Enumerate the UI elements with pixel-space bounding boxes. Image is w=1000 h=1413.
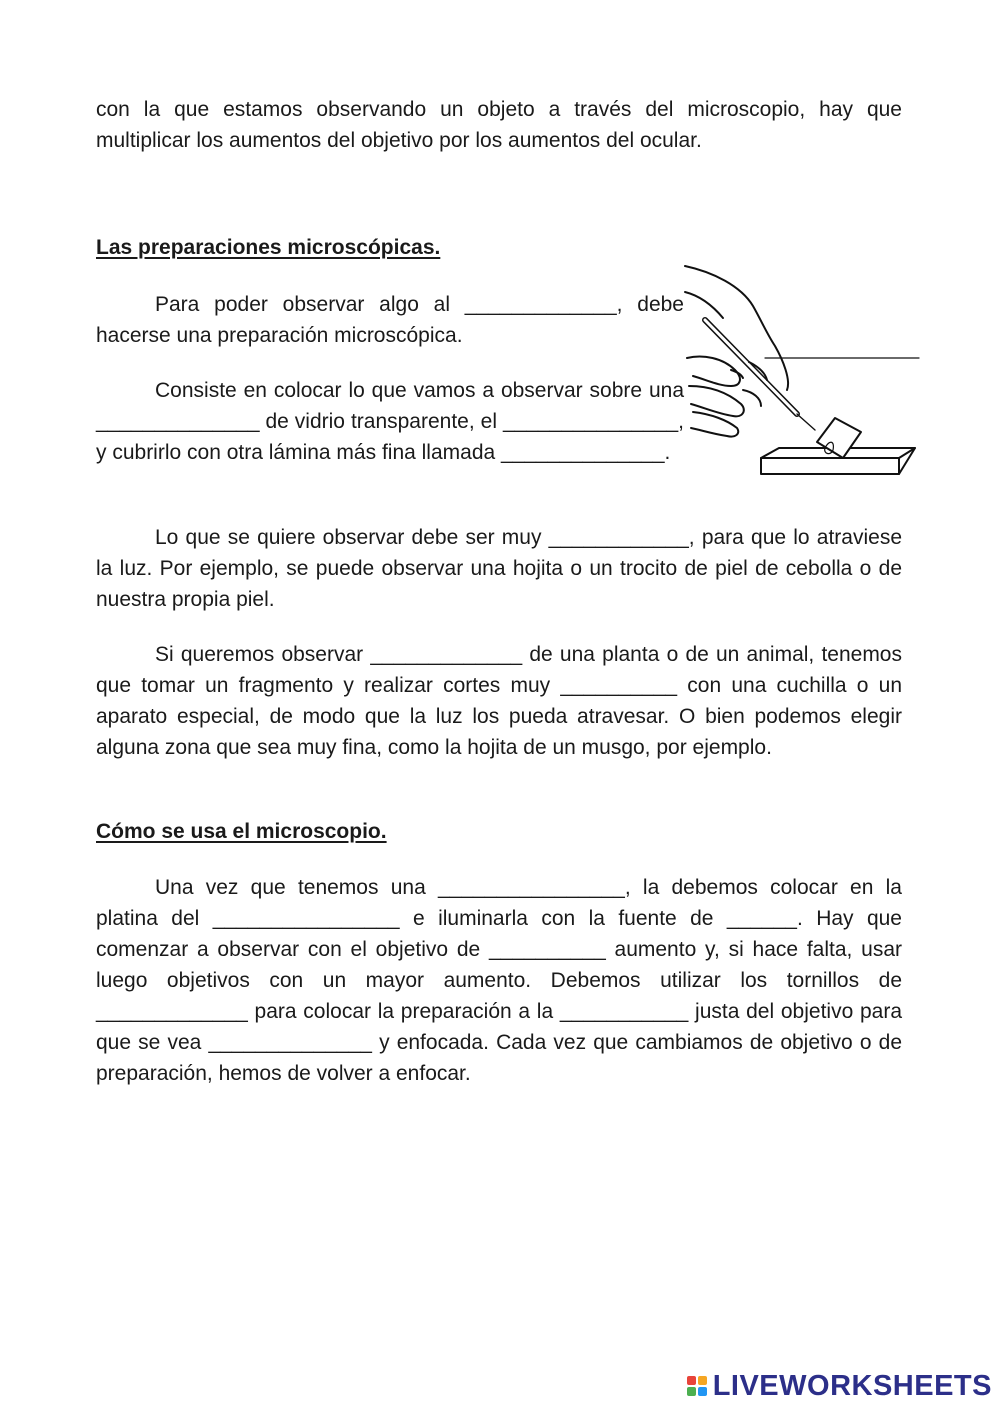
- liveworksheets-logo-text: LIVEWORKSHEETS: [712, 1369, 992, 1402]
- paragraph-preparation-steps: Consiste en colocar lo que vamos a observar sobre una ______________ de vidrio transparente, el _______________, y cubrirlo con otra lámina más fina llamada ______________.: [96, 379, 684, 464]
- liveworksheets-logo-mark: [687, 1376, 707, 1396]
- section-heading-microscope-use: Cómo se usa el microscopio.: [96, 820, 387, 843]
- intro-paragraph: con la que estamos observando un objeto a través del microscopio, hay que multiplicar los aumentos del objetivo por los aumentos del ocular.: [96, 98, 902, 152]
- hand-placing-coverslip-icon: [683, 262, 923, 492]
- paragraph-cuts: Si queremos observar _____________ de una planta o de un animal, tenemos que tomar un fragmento y realizar cortes muy __________ con una cuchilla o un aparato especial, de modo que la luz los pueda atravesar. O bien podemos elegir alguna zona que sea muy fina, como la hojita de un musgo, por ejemplo.: [96, 643, 902, 759]
- logo-mark-tile-i: [698, 1376, 707, 1385]
- liveworksheets-logo: [687, 1369, 992, 1403]
- logo-mark-tile-l: [687, 1376, 696, 1385]
- paragraph-microscope-use: Una vez que tenemos una ________________, la debemos colocar en la platina del ________________ e iluminarla con la fuente de ______. Hay que comenzar a observar con el objetivo de __________ aumento y, si hace falta, usar luego objetivos con un mayor aumento. Debemos utilizar los tornillos de _____________ para colocar la preparación a la ___________ justa del objetivo para que se vea ______________ y enfocada. Cada vez que cambiamos de objetivo o de preparación, hemos de volver a enfocar.: [96, 876, 902, 1085]
- paragraph-preparation-intro: Para poder observar algo al _____________, debe hacerse una preparación microscópica.: [96, 293, 684, 347]
- logo-mark-tile-v: [687, 1387, 696, 1396]
- section-heading-preparations: Las preparaciones microscópicas.: [96, 236, 441, 259]
- paragraph-thin-sample: Lo que se quiere observar debe ser muy ____________, para que lo atraviese la luz. Por ejemplo, se puede observar una hojita o un trocito de piel de cebolla o de nuestra propia piel.: [96, 526, 902, 611]
- logo-mark-tile-e: [698, 1387, 707, 1396]
